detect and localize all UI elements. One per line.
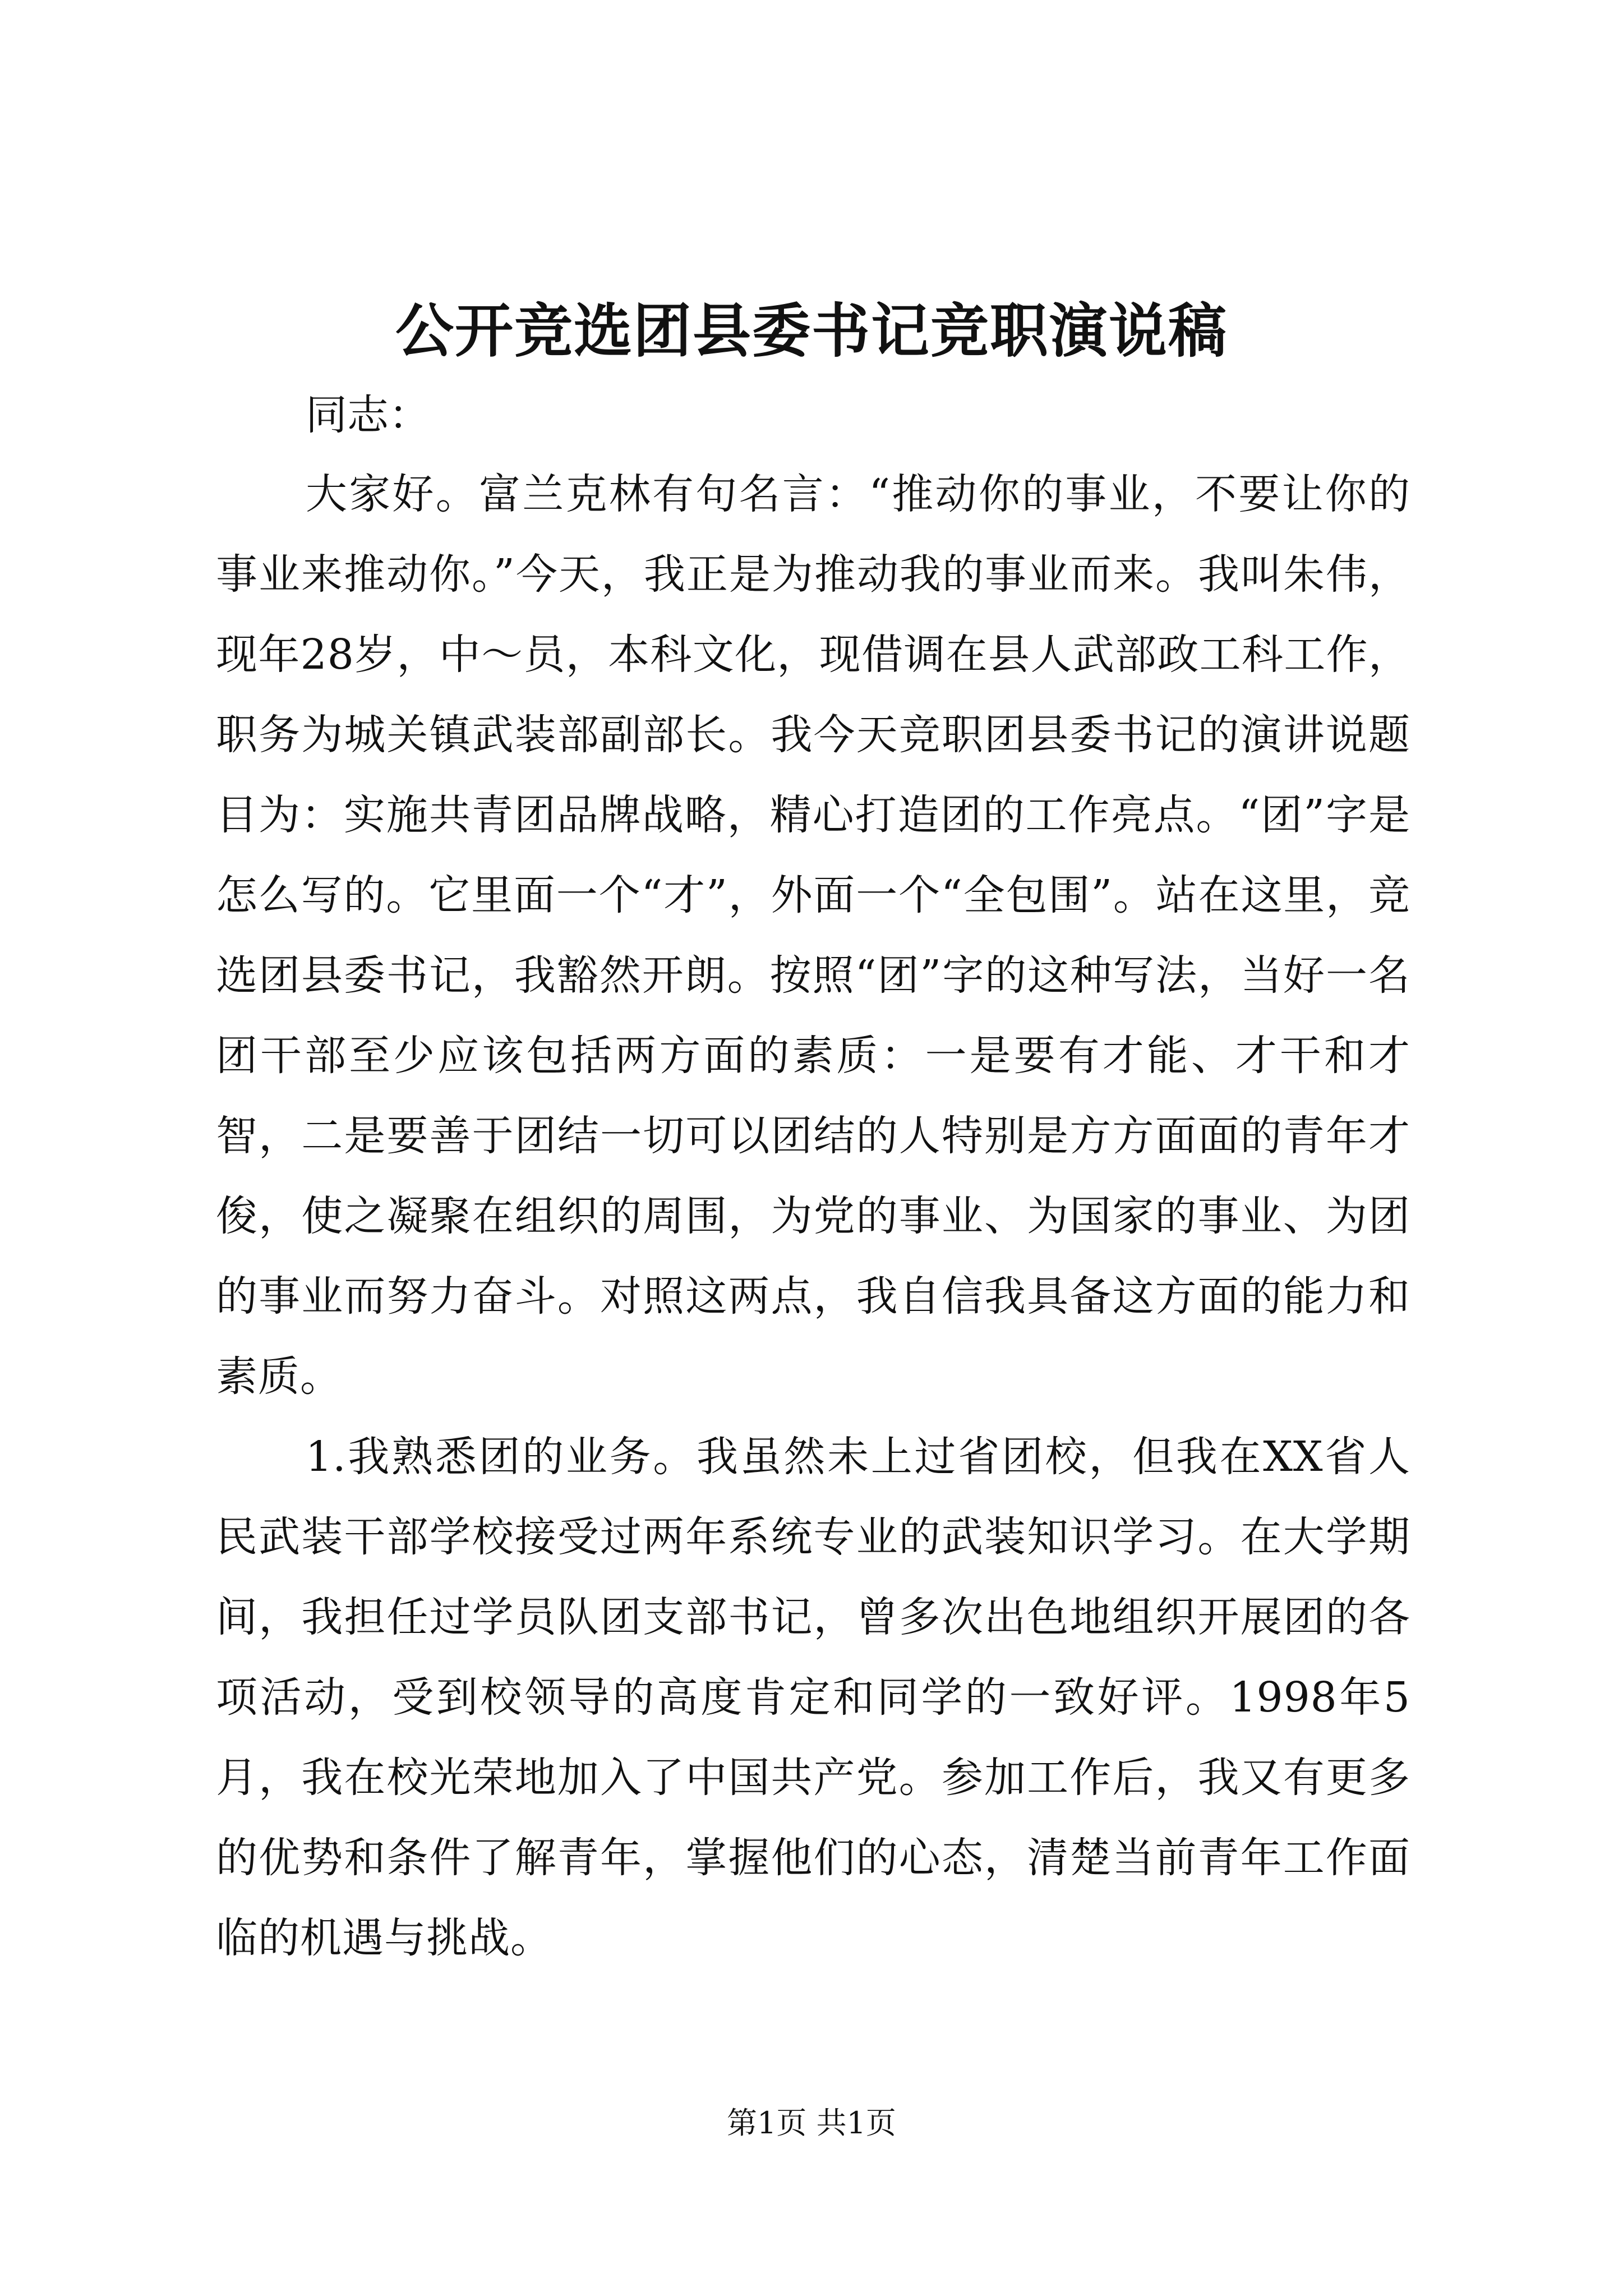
document-body	[216, 454, 1410, 1978]
document-title: 公开竞选团县委书记竞职演说稿	[395, 296, 1228, 365]
paragraph-point-1: 1.我熟悉团的业务。我虽然未上过省团校，但我在XX省人民武装干部学校接受过两年系统专业的武装知识学习。在大学期间，我担任过学员队团支部书记，曾多次出色地组织开展团的各项活动，受到校领导的高度肯定和同学的一致好评。1998年5月，我在校光荣地加入了中国共产党。参加工作后，我又有更多的优势和条件了解青年，掌握他们的心态，清楚当前青年工作面临的机遇与挑战。	[216, 1433, 1410, 1962]
page-footer: 第1页 共1页	[727, 2105, 896, 2141]
paragraph-intro: 大家好。富兰克林有句名言：“推动你的事业，不要让你的事业来推动你。”今天，我正是为推动我的事业而来。我叫朱伟，现年28岁，中～员，本科文化，现借调在县人武部政工科工作，职务为城关镇武装部副部长。我今天竞职团县委书记的演讲说题目为：实施共青团品牌战略，精心打造团的工作亮点。“团”字是怎么写的。它里面一个“才”，外面一个“全包围”。站在这里，竞选团县委书记，我豁然开朗。按照“团”字的这种写法，当好一名团干部至少应该包括两方面的素质：一是要有才能、才干和才智，二是要善于团结一切可以团结的人特别是方方面面的青年才俊，使之凝聚在组织的周围，为党的事业、为国家的事业、为团的事业而努力奋斗。对照这两点，我自信我具备这方面的能力和素质。	[216, 470, 1410, 1401]
salutation: 同志：	[306, 391, 430, 439]
